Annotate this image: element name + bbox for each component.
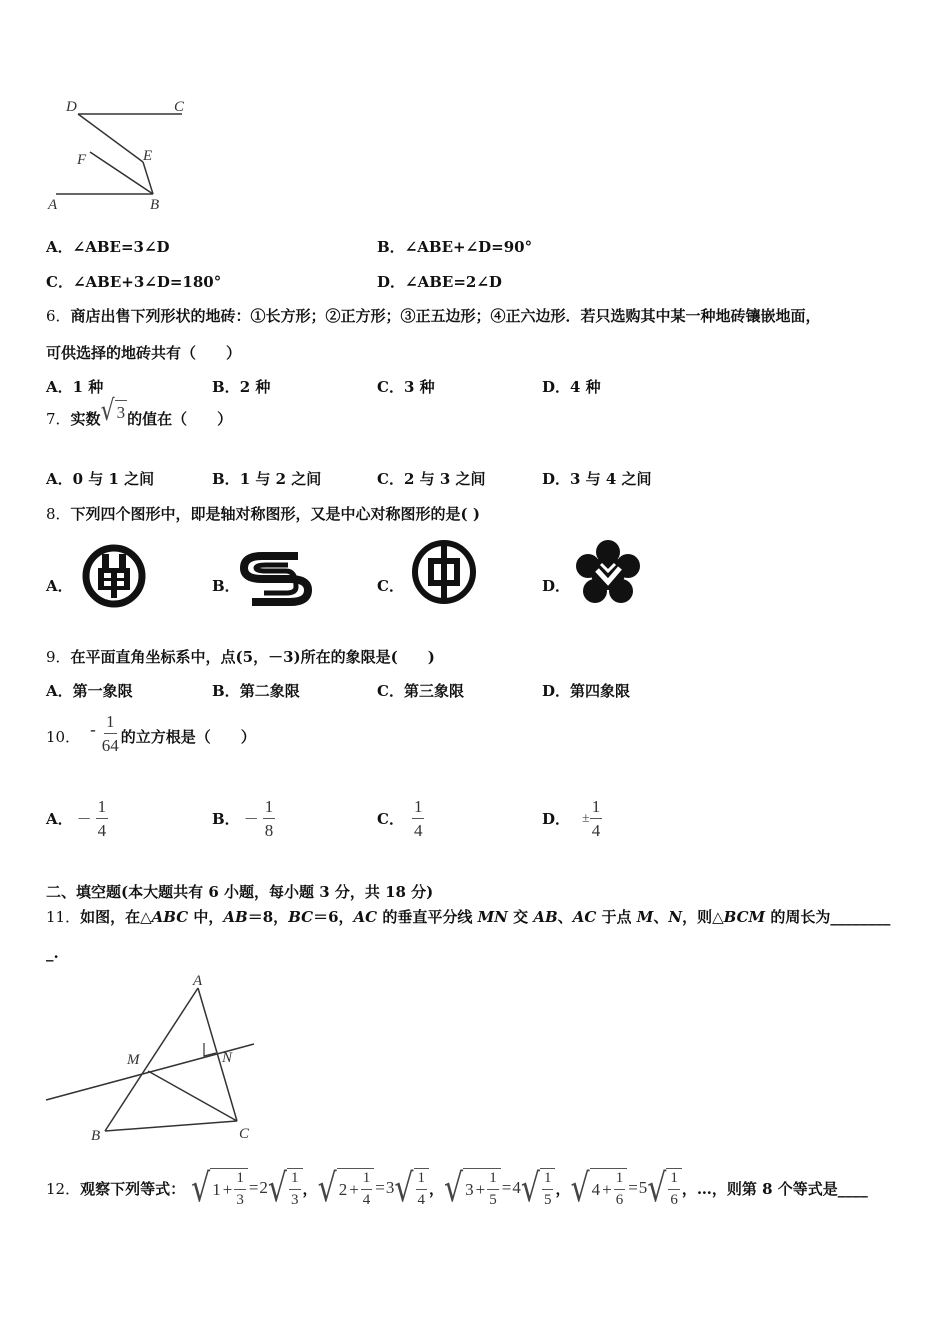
text-part: ＝6， [313,908,354,926]
radicand [210,1168,248,1208]
q8-option-a[interactable] [46,575,73,596]
question-number: 12． [46,1179,81,1198]
option-letter: A． [46,810,73,828]
numerator: 1 [668,1171,680,1190]
var-mn: MN [477,908,508,926]
option-text: 1 种 [72,378,104,396]
label-a: A [48,197,58,213]
separator: ， [302,1179,318,1198]
option-text: 第一象限 [72,682,133,700]
option-text: 第三象限 [403,682,464,700]
q10-option-a[interactable] [46,798,108,839]
question-text: 观察下列等式： [80,1179,186,1198]
text-part: 中， [188,908,224,926]
separator: ， [429,1179,445,1198]
option-letter: D． [542,810,571,828]
q7-option-c[interactable] [377,468,486,489]
option-letter: A． [46,238,73,256]
q7-option-a[interactable] [46,468,154,489]
option-letter: C． [377,810,404,828]
sqrt-sign-icon: √ [317,1165,337,1211]
numerator: 1 [542,1171,554,1190]
equation-1 [191,1165,302,1211]
radicand [414,1168,430,1208]
q6-option-a[interactable] [46,376,103,397]
label-c: C [239,1126,250,1142]
label-c: C [174,99,185,115]
q7-option-b[interactable] [212,468,321,489]
plus: + [602,1179,612,1199]
fraction [361,1171,373,1208]
label-a: A [193,973,203,989]
fraction [542,1171,554,1208]
bank-logo-b-icon [240,550,312,608]
option-sign: ± [582,810,590,826]
var-m: M [636,908,654,926]
q8-option-b[interactable] [212,575,240,596]
q10-option-c[interactable] [377,798,424,839]
label-n: N [222,1050,233,1066]
numerator: 1 [412,798,425,819]
option-text: ∠ABE=2∠D [405,273,502,291]
answer-blank[interactable]: ，…，则第 8 个等式是____ [681,1179,868,1198]
q11-answer-blank-end[interactable]: _. [46,944,59,962]
question-number: 11． [46,908,81,926]
radicand: 3 [115,400,128,423]
option-letter: D． [377,273,406,291]
numerator: 1 [96,798,109,819]
sqrt-sign-icon: √ [100,395,115,428]
option-letter: D． [542,470,571,488]
option-letter: D． [542,682,571,700]
var-bcm: BCM [723,908,766,926]
plus: + [222,1179,233,1199]
section-title: 二、填空题(本大题共有 6 小题，每小题 3 分，共 18 分) [46,883,434,901]
numerator: 1 [234,1171,246,1190]
option-fraction [412,798,425,839]
option-letter: A． [46,470,73,488]
option-letter: C． [377,470,404,488]
sqrt-right [647,1165,682,1211]
text-part: ＝8， [247,908,289,926]
radicand [540,1168,556,1208]
option-letter: B． [212,577,240,595]
denominator: 8 [264,821,274,840]
label-f: F [77,152,87,168]
denominator: 4 [413,821,423,840]
option-text: 2 与 3 之间 [403,470,486,488]
text-part: ，则△ [682,908,724,926]
equation-4 [570,1165,681,1211]
question-number: 9． [46,648,71,666]
numerator: 1 [289,1171,301,1190]
sqrt-sign-icon: √ [444,1165,464,1211]
sqrt-sign-icon: √ [647,1165,667,1211]
var-ac: AC [572,908,597,926]
fraction [614,1171,626,1208]
fraction [416,1171,428,1208]
sqrt-right [394,1165,429,1211]
equation-2 [317,1165,429,1211]
side-bc [105,1121,237,1131]
question-text: 下列四个图形中，即是轴对称图形，又是中心对称图形的是( ) [70,505,480,523]
bank-logo-d-icon [573,538,643,608]
option-sign: － [243,810,259,828]
var-bc: BC [288,908,314,926]
q8-stem [46,503,480,524]
bank-logo-a-icon [80,542,148,610]
figure-q5 [40,92,200,217]
q6-stem-line1 [46,305,821,326]
q5-option-a[interactable] [46,236,170,257]
option-letter: B． [212,682,240,700]
q9-option-b[interactable] [212,680,300,701]
sqrt-sign-icon: √ [520,1165,540,1211]
radicand [463,1168,501,1208]
sqrt-right [520,1165,556,1211]
option-text: ∠ABE+∠D=90° [404,238,533,256]
sqrt-left [444,1165,501,1211]
option-letter: B． [377,238,405,256]
fraction [100,713,121,754]
sqrt-sign-icon: √ [191,1165,211,1211]
sqrt-expression [100,395,128,428]
denominator: 3 [291,1192,299,1208]
text-part: 、 [557,908,573,926]
q7-stem [46,395,233,429]
label-b: B [150,197,160,213]
label-b: B [91,1128,101,1144]
numerator: 1 [590,798,603,819]
sqrt-left [317,1165,375,1211]
option-fraction [96,798,109,839]
denominator: 3 [236,1192,244,1208]
denominator: 6 [615,1192,624,1208]
separator: ， [555,1179,571,1198]
option-letter: D． [542,378,571,396]
figure-q11 [40,968,270,1148]
sqrt-left [570,1165,627,1211]
text-part: 于点 [596,908,637,926]
radicand [287,1168,303,1208]
denominator: 6 [670,1192,678,1208]
q5-option-b[interactable] [377,236,532,257]
coefficient: 4 [512,1178,521,1197]
q9-option-a[interactable] [46,680,133,701]
denominator: 5 [489,1192,497,1208]
question-suffix: 的立方根是（ ） [120,728,256,746]
option-letter: D． [542,577,571,595]
question-number: 7． [46,410,71,428]
denominator: 4 [97,821,107,840]
plus: + [475,1179,486,1199]
minus-sign: - [90,719,96,739]
integer: 3 [465,1179,474,1199]
integer: 1 [212,1179,221,1199]
q6-stem-line2: 可供选择的地砖共有（ ） [46,344,242,362]
var-ab: AB [223,908,248,926]
q10-option-b[interactable] [212,798,275,839]
q6-option-d[interactable] [542,376,601,397]
segment-mc [148,1071,237,1121]
sqrt-sign-icon: √ [267,1165,288,1211]
equals: = [375,1178,385,1197]
option-text: 3 种 [403,378,435,396]
numerator: 1 [416,1171,428,1190]
coefficient: 5 [638,1178,648,1197]
q8-option-c[interactable] [377,575,404,596]
option-text: 2 种 [239,378,271,396]
numerator: 1 [487,1171,499,1190]
question-number: 8． [46,505,71,523]
numerator: 1 [263,798,276,819]
denominator: 4 [417,1192,425,1208]
option-fraction [590,798,603,839]
label-e: E [143,148,153,164]
option-text: 3 与 4 之间 [570,470,652,488]
option-letter: C． [377,577,404,595]
option-letter: B． [212,470,240,488]
text-part: 、 [653,908,669,926]
fraction [487,1171,499,1208]
question-number: 10． [46,728,81,746]
q9-option-c[interactable] [377,680,464,701]
equation-3 [444,1165,555,1211]
integer: 4 [591,1179,601,1199]
option-letter: A． [46,378,73,396]
option-letter: C． [377,378,404,396]
label-d: D [66,99,77,115]
option-letter: C． [377,682,404,700]
option-letter: B． [212,378,240,396]
q9-option-d[interactable] [542,680,630,701]
q6-option-b[interactable] [212,376,270,397]
equals: = [501,1178,512,1197]
sqrt-right [267,1165,303,1211]
question-text: 在平面直角坐标系中，点(5，－3)所在的象限是( ) [70,648,435,666]
q10-stem [46,713,256,754]
option-fraction [263,798,276,839]
option-text: 1 与 2 之间 [239,470,322,488]
denominator: 5 [543,1192,552,1208]
q11-stem [46,906,890,927]
q5-option-c[interactable] [46,271,221,292]
equals: = [248,1178,259,1197]
q12-stem [46,1160,868,1216]
denominator: 64 [101,736,119,755]
option-text: 第四象限 [570,682,631,700]
sqrt-sign-icon: √ [394,1165,414,1211]
option-sign: － [76,810,92,828]
numerator: 1 [361,1171,373,1190]
text-part: 交 [507,908,534,926]
option-text: 4 种 [570,378,601,396]
question-suffix: 的值在（ ） [127,410,233,428]
q10-option-d[interactable] [542,798,602,839]
sqrt-left [191,1165,248,1211]
q6-option-c[interactable] [377,376,435,397]
option-text: 第二象限 [239,682,300,700]
var-n: N [668,908,683,926]
var-ab: AB [533,908,558,926]
radicand [666,1168,682,1208]
fraction [234,1171,246,1208]
option-letter: A． [46,682,73,700]
integer: 2 [338,1179,348,1199]
side-ab [105,988,198,1131]
q8-option-d[interactable] [542,575,570,596]
fraction [668,1171,680,1208]
radicand [590,1168,628,1208]
bank-logo-c-icon [410,538,478,606]
question-text: 商店出售下列形状的地砖：①长方形；②正方形；③正五边形；④正六边形．若只选购其中某一种地砖镶嵌地面， [70,307,821,325]
coefficient: 3 [385,1178,395,1197]
question-prefix: 实数 [70,410,101,428]
option-letter: B． [212,810,240,828]
q7-option-d[interactable] [542,468,652,489]
option-text: 0 与 1 之间 [72,470,155,488]
label-m: M [127,1052,140,1068]
option-letter: A． [46,577,73,595]
q9-stem [46,646,435,667]
line-de [78,114,143,162]
option-letter: C． [46,273,73,291]
q5-option-d[interactable] [377,271,502,292]
numerator: 1 [104,713,117,734]
var-ac: AC [353,908,378,926]
option-text: ∠ABE+3∠D=180° [72,273,222,291]
equals: = [628,1178,638,1197]
option-text: ∠ABE=3∠D [72,238,170,256]
text-part: 如图，在△ [80,908,152,926]
radicand [337,1168,375,1208]
fraction [289,1171,301,1208]
var-abc: ABC [151,908,189,926]
sqrt-sign-icon: √ [570,1165,590,1211]
denominator: 4 [591,821,601,840]
denominator: 4 [362,1192,371,1208]
numerator: 1 [614,1171,626,1190]
answer-blank[interactable]: 的周长为________ [765,908,891,926]
coefficient: 2 [259,1178,268,1197]
question-number: 6． [46,307,71,325]
plus: + [349,1179,359,1199]
text-part: 的垂直平分线 [377,908,478,926]
